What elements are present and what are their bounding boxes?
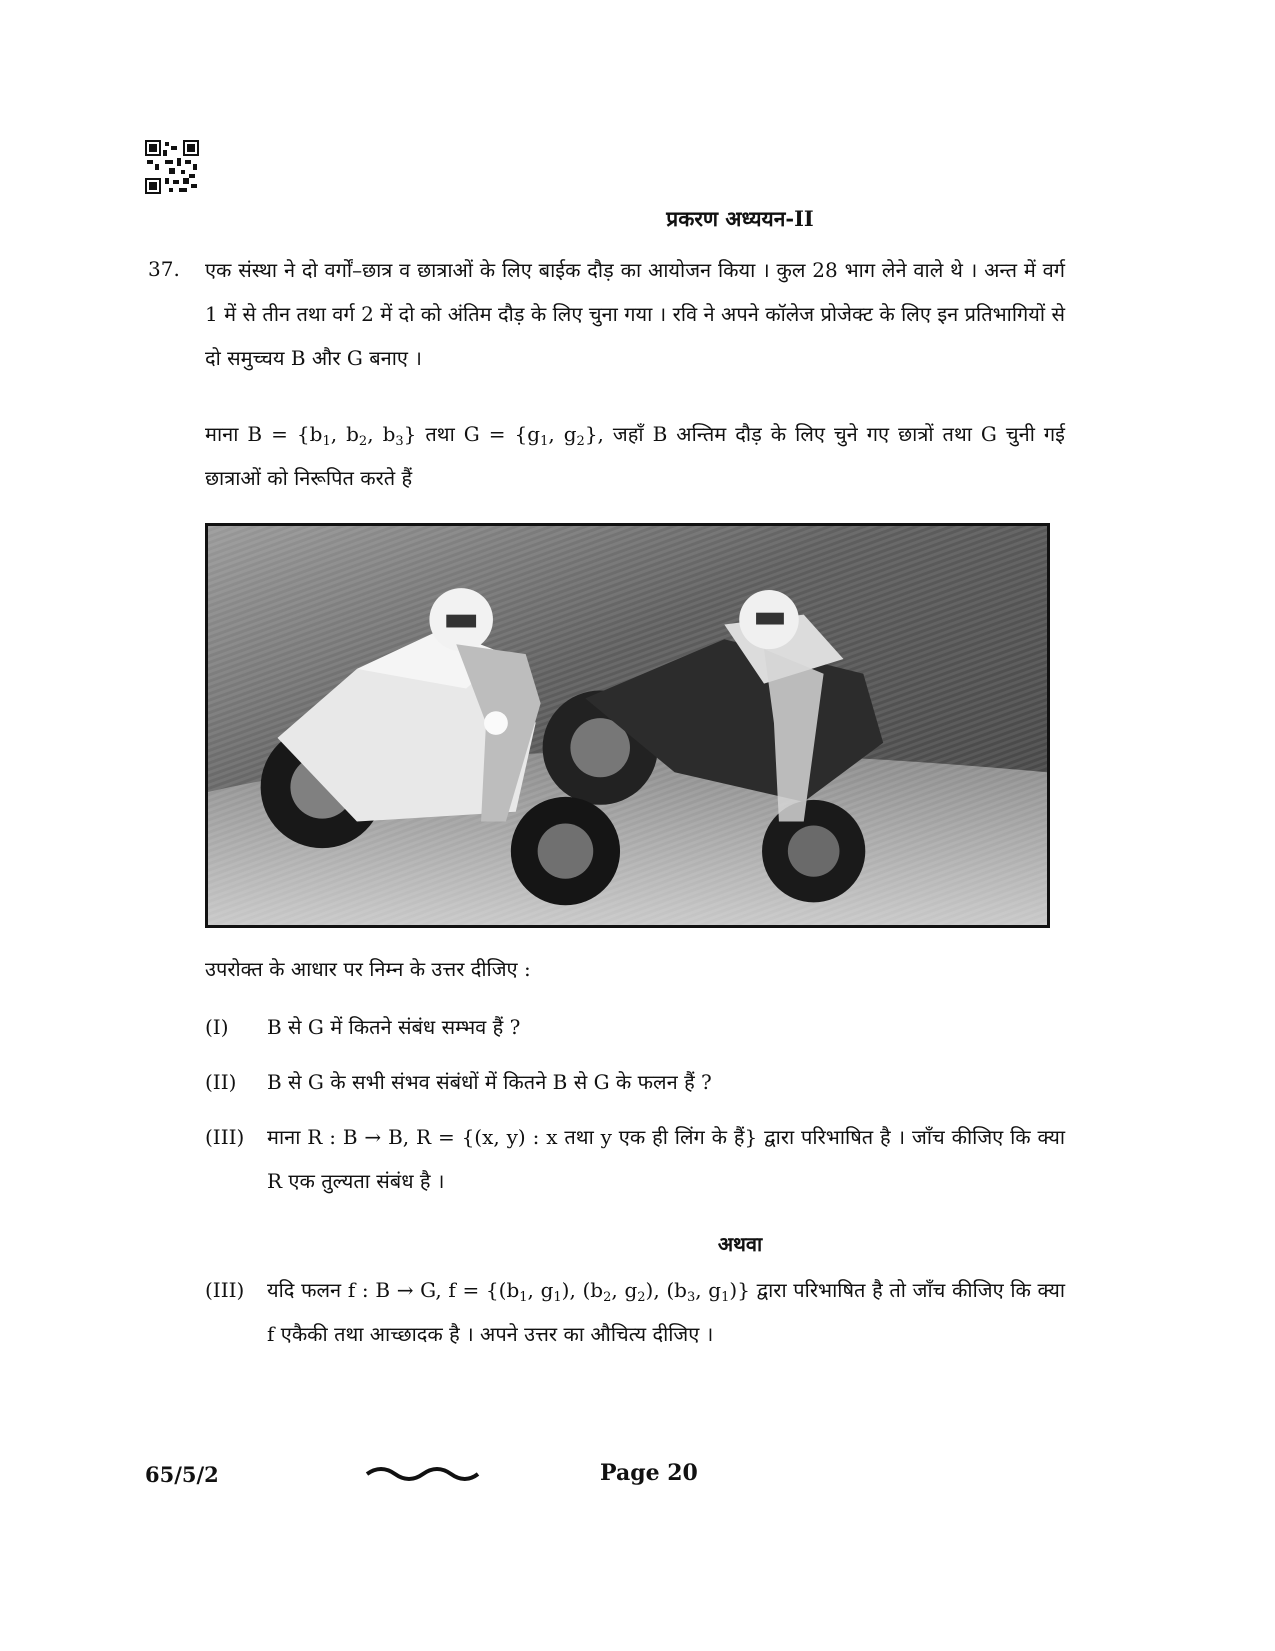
question-item (205, 1268, 1065, 1356)
item-text: B से G में कितने संबंध सम्भव हैं ? (267, 1015, 521, 1039)
instruction-text: उपरोक्त के आधार पर निम्न के उत्तर दीजिए : (205, 957, 531, 981)
item-text: माना R : B → B, R = {(x, y) : x तथा y एक ही लिंग के हैं} द्वारा परिभाषित है । जाँच कीजिए कि क्या R एक तुल्यता संबंध है । (267, 1125, 1065, 1193)
item-label: (II) (205, 1070, 237, 1094)
wave-ornament-icon (365, 1462, 480, 1482)
question-number: 37. (148, 257, 180, 281)
set-definition-paragraph: माना $B = \{b_1$, $b_2$, $b_3$} तथा $G = \{g_1$, $g_2$}, जहाँ B अन्तिम दौड़ के लिए चुने गए छात्रों तथा G चुनी गई छात्राओं को निरूपित करते हैं (205, 422, 1065, 490)
item-text: यदि फलन f : B → G, $f = \{(b_1$, $g_1$), ($b_2$, $g_2$), ($b_3$, $g_1$)} द्वारा परिभाषित है तो जाँच कीजिए कि क्या f एकैकी तथा आच्छादक है । अपने उत्तर का औचित्य दीजिए । (267, 1278, 1066, 1346)
question-item (205, 1005, 1065, 1049)
item-label: (III) (205, 1278, 245, 1302)
item-label: (III) (205, 1125, 245, 1149)
paper-code: 65/5/2 (145, 1462, 219, 1487)
question-item (205, 1115, 1065, 1203)
question-item (205, 1060, 1065, 1104)
section-title: प्रकरण अध्ययन-II (666, 206, 814, 231)
qr-code-icon (145, 140, 199, 194)
or-separator: अथवा (717, 1232, 763, 1256)
page-number: Page 20 (600, 1460, 698, 1486)
bike-race-photo (205, 523, 1050, 928)
item-label: (I) (205, 1015, 229, 1039)
item-text: B से G के सभी संभव संबंधों में कितने B से G के फलन हैं ? (267, 1070, 712, 1094)
case-study-paragraph: एक संस्था ने दो वर्गों–छात्र व छात्राओं के लिए बाईक दौड़ का आयोजन किया । कुल 28 भाग लेने वाले थे । अन्त में वर्ग 1 में से तीन तथा वर्ग 2 में दो को अंतिम दौड़ के लिए चुना गया । रवि ने अपने कॉलेज प्रोजेक्ट के लिए इन प्रतिभागियों से दो समुच्चय B और G बनाए । (205, 258, 1065, 370)
